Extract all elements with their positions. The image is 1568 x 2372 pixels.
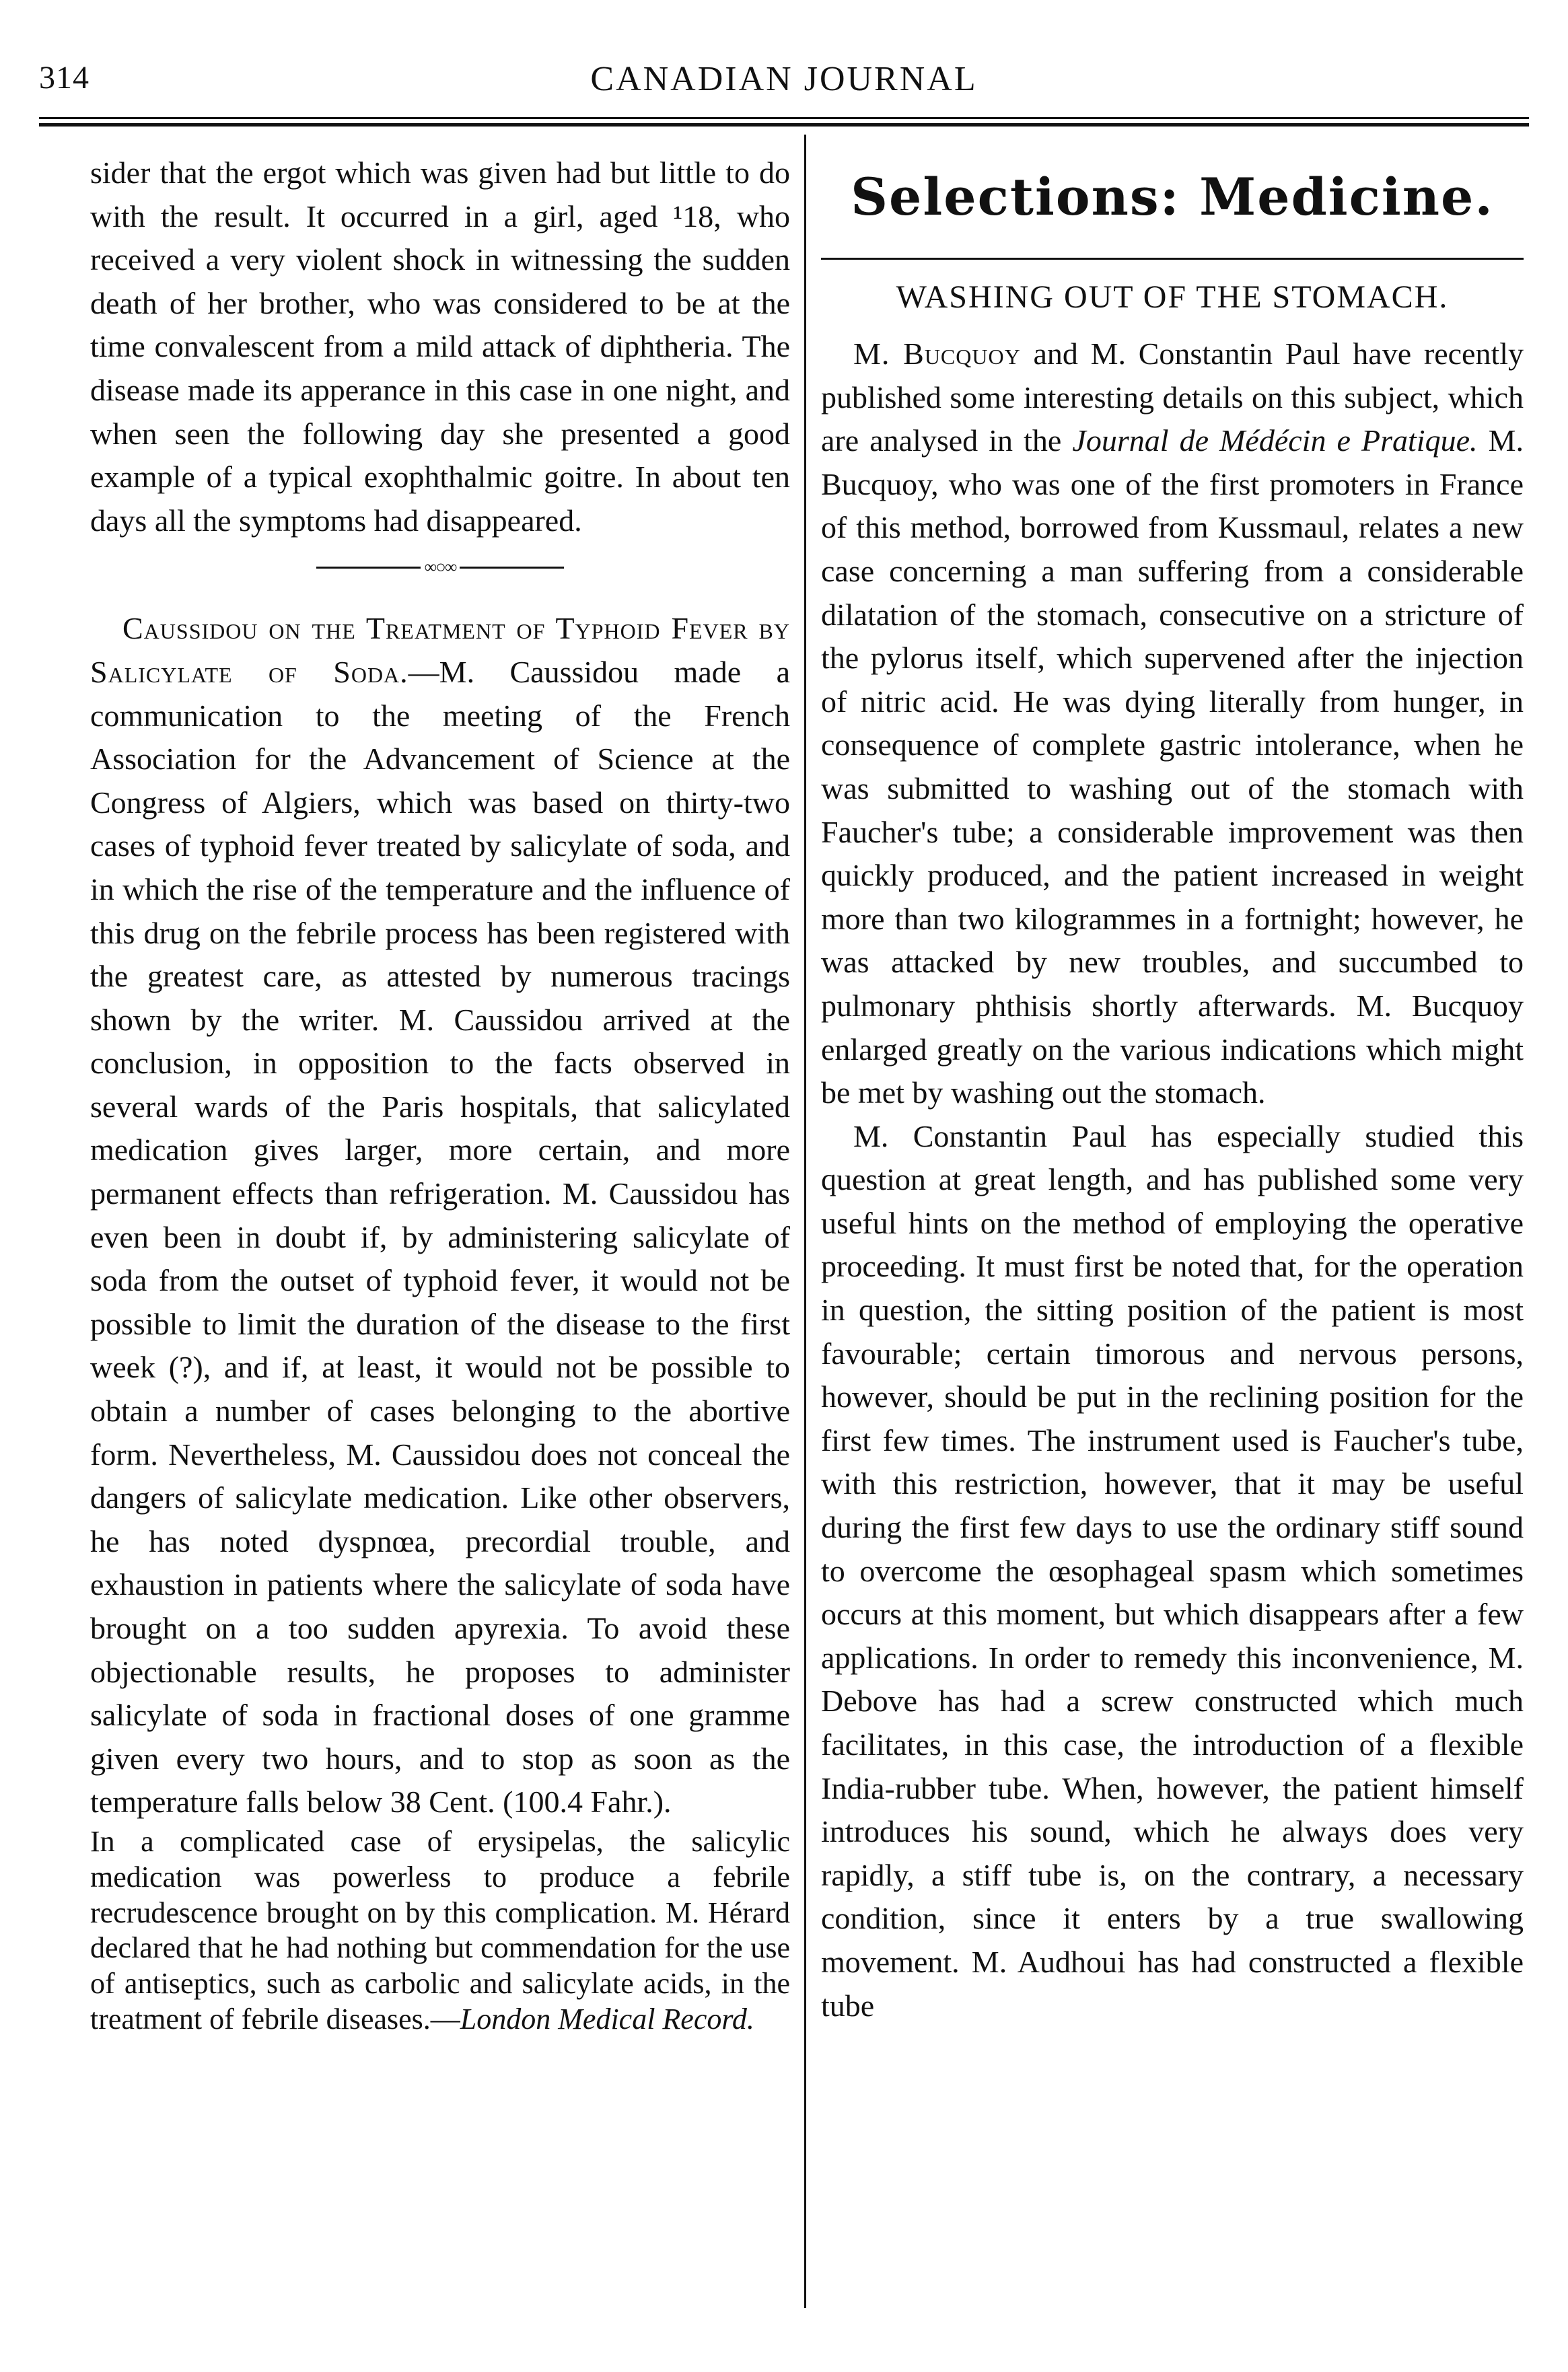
author-name: M. Bucquoy <box>853 336 1021 371</box>
article-body: —M. Caussidou made a communication to the meeting of the French Association for the Advancement of Science at the Congress of Algiers, which was based on thirty-two cases of typhoid fever treated by salicylate of soda, and in which the rise of the temperature and the influence of this drug on the febrile process has been registered with the greatest care, as attested by numerous tracings shown by the writer. M. Caussidou arrived at the conclusion, in opposition to the facts observed in several wards of the Paris hospitals, that salicylated medication gives larger, more certain, and more permanent effects than refrigeration. M. Caussidou has even been in doubt if, by administering salicylate of soda from the outset of typhoid fever, it would not be possible to limit the duration of the disease to the first week (?), and if, at least, it would not be possible to obtain a number of cases belonging to the abortive form. Nevertheless, M. Caussidou does not conceal the dangers of salicylate medication. Like other observers, he has noted dyspnœa, precordial trouble, and exhaustion in patients where the salicylate of soda have brought on a too sudden apyrexia. To avoid these objectionable results, he proposes to administer salicylate of soda in fractional doses of one gramme given every two hours, and to stop as soon as the temperature falls below 38 Cent. (100.4 Fahr.). <box>90 654 790 1820</box>
paragraph-text: and M. Constantin Paul have recently published some interesting details on this subject, which are analysed in the <box>821 336 1524 458</box>
article-paragraph <box>90 607 790 1824</box>
article-paragraph-small <box>90 1824 790 2038</box>
article-paragraph-1 <box>821 332 1524 1115</box>
column-divider <box>804 135 806 2308</box>
running-head: CANADIAN JOURNAL <box>590 60 978 98</box>
article-heading: WASHING OUT OF THE STOMACH. <box>896 279 1449 315</box>
page-number: 314 <box>39 60 90 96</box>
article-body-small: In a complicated case of erysipelas, the salicylic medication was powerless to produce a febrile recrudescence brought on by this complication. M. Hérard declared that he had nothing but commendation for the use of antiseptics, such as carbolic and salicylate acids, in the treatment of febrile diseases.— <box>90 1824 790 2036</box>
article-title: Caussidou on the Treatment of Typhoid Fever by Salicylate of Soda. <box>90 611 790 689</box>
header-rule <box>39 117 1529 119</box>
header-rule-thick <box>39 123 1529 127</box>
section-ornament: ∞○∞ <box>90 546 790 588</box>
right-column <box>821 151 1524 2027</box>
source-citation: London Medical Record. <box>460 2002 754 2036</box>
section-rule <box>821 258 1524 260</box>
article-paragraph-2: M. Constantin Paul has especially studied this question at great length, and has published some very useful hints on the method of employing the operative proceeding. It must first be noted that, for the operation in question, the sitting position of the patient is most favourable; certain timorous and nervous persons, however, should be put in the reclining position for the first few times. The instrument used is Faucher's tube, with this restriction, however, that it may be useful during the first few days to use the ordinary stiff sound to overcome the œsophageal spasm which sometimes occurs at this moment, but which disappears after a few applications. In order to remedy this inconvenience, M. Debove has had a screw constructed which much facilitates, in this case, the introduction of a flexible India-rubber tube. When, however, the patient himself introduces his sound, which he always does very rapidly, a stiff tube is, on the contrary, a necessary condition, since it enters by a true swallowing movement. M. Audhoui has had constructed a flexible tube <box>821 1118 1524 2023</box>
paragraph-text: M. Bucquoy, who was one of the first promoters in France of this method, borrowed from Kussmaul, relates a new case concerning a man suffering from a considerable dilatation of the stomach, consecutive on a stricture of the pylorus itself, which supervened after the injection of nitric acid. He was dying literally from hunger, in consequence of complete gastric intolerance, when he was submitted to washing out of the stomach with Faucher's tube; a considerable improvement was then quickly produced, and the patient increased in weight more than two kilogrammes in a fortnight; however, he was attacked by new troubles, and succumbed to pulmonary phthisis shortly afterwards. M. Bucquoy enlarged greatly on the various indications which might be met by washing out the stomach. <box>821 423 1524 1110</box>
section-title: Selections: Medicine. <box>851 167 1494 227</box>
continuation-paragraph: sider that the ergot which was given had but little to do with the result. It occurred in a girl, aged ¹18, who received a very violent shock in witnessing the sudden death of her brother, who was considered to be at the time convalescent from a mild attack of diphtheria. The disease made its apperance in this case in one night, and when seen the following day she presented a good example of a typical exophthalmic goitre. In about ten days all the symptoms had disappeared. <box>90 155 790 538</box>
left-column <box>90 151 790 2038</box>
journal-name: Journal de Médécin e Pratique. <box>1072 423 1478 458</box>
